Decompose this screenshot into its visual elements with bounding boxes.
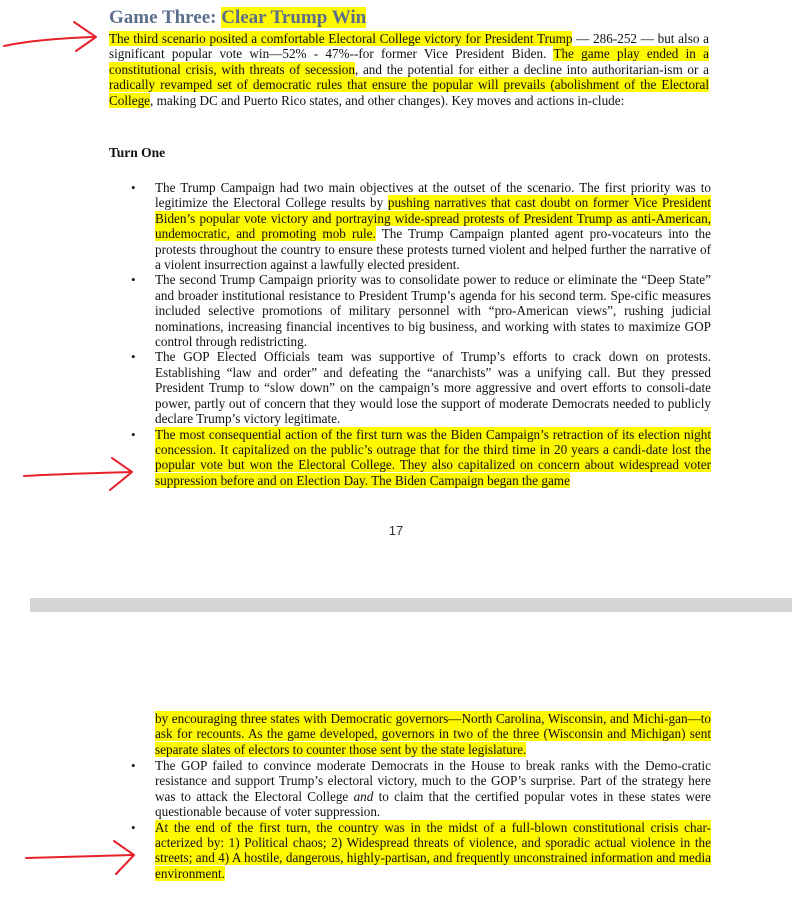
body-text: The GOP failed to convince moderate Democrats in the House to break ranks with the Demo-cratic resistance and support Trump’s electoral victory, much to the GOP’s surprise. Part of the strategy here was to attack the Electoral College (155, 758, 711, 804)
bullet-icon: • (131, 272, 136, 288)
emphasis-text: and (353, 788, 374, 804)
list-item (0, 349, 711, 426)
highlighted-text: The game play ended in a constitutional crisis, with threats of secession (109, 46, 709, 77)
red-arrow-icon (22, 838, 142, 878)
body-text: , making DC and Puerto Rico states, and other changes). Key moves and actions in-clude: (150, 92, 625, 108)
bullet-list (0, 180, 792, 488)
highlighted-text: pushing narratives that cast doubt on former Vice President Biden’s popular vote victory and portraying wide-spread protests of President Trump as anti-American, undemocratic, and promoting mob rule. (155, 195, 711, 242)
body-text: The Trump Campaign had two main objectives at the outset of the scenario. The first priority was to legitimize the Electoral College results by (155, 180, 711, 211)
body-text: to claim that the certified popular votes in these states were questionable because of voter suppression. (155, 788, 712, 820)
continued-paragraph (155, 711, 711, 757)
body-text: The second Trump Campaign priority was to consolidate power to reduce or eliminate the “Deep State” and broader institutional resistance to President Trump’s agenda for his second term. Spe-cific measures included selective promotions of military personnel with “pro-American views”, rushing judicial nominations, increasing financial incentives to big business, and working with states to maximize GOP control through redistricting. (155, 272, 711, 350)
list-item (0, 180, 711, 272)
section-title (109, 7, 366, 29)
body-text: The GOP Elected Officials team was supportive of Trump’s efforts to crack down on protests. Establishing “law and order” and defeating the “anarchists” was a unifying call. But they pressed President Trump to “slow down” on the campaign’s more aggressive and overt efforts to consoli-date power, partly out of concern that they would lose the support of moderate Democrats needed to publicly declare Trump’s victory legitimate. (155, 349, 711, 427)
intro-paragraph (109, 31, 709, 108)
title-highlight: Clear Trump Win (221, 7, 367, 28)
highlighted-text: The third scenario posited a comfortable Electoral College victory for President Trump (109, 31, 573, 46)
page-number: 17 (388, 523, 404, 538)
title-prefix: Game Three: (109, 7, 222, 28)
highlighted-text: by encouraging three states with Democratic governors—North Carolina, Wisconsin, and Michi-gan—to ask for recounts. As the game developed, governors in two of the three (Wisconsin and Michigan) sent separate slates of electors to counter those sent by the state legislature. (155, 711, 711, 757)
list-item (0, 272, 711, 349)
red-arrow-icon (2, 18, 102, 54)
bullet-icon: • (131, 819, 136, 835)
bullet-icon: • (131, 758, 136, 773)
body-text: The Trump Campaign planted agent pro-vocateurs into the protests throughout the country to ensure these protests turned violent and helped further the narrative of a violent insurrection against a lawfully elected president. (155, 226, 711, 273)
highlighted-text: At the end of the first turn, the country was in the midst of a full-blown constitutional crisis char-acterized by: 1) Political chaos; 2) Widespread threats of violence, and sporadic actual violence in the streets; and 4) A hostile, dangerous, highly-partisan, and frequently unconstrained information and media environment. (155, 819, 711, 881)
turn-heading: Turn One (109, 145, 166, 160)
page-break (30, 598, 792, 612)
body-text: , and the potential for either a decline into authoritarian-ism or a (354, 61, 709, 77)
bullet-icon: • (131, 426, 136, 442)
highlighted-text: radically revamped set of democratic rules that ensure the popular will prevails (abolishment of the Electoral College (109, 77, 709, 108)
body-text: — 286-252 — but also a significant popular vote win—52% - 47%--for former Vice President Biden. (109, 31, 709, 62)
highlighted-text: The most consequential action of the first turn was the Biden Campaign’s retraction of its election night concession. It capitalized on the public’s outrage that for the third time in 20 years a candi-date lost the popular vote but won the Electoral College. They also capitalized on concern about widespread voter suppression before and on Election Day. The Biden Campaign began the game (155, 426, 711, 488)
bullet-icon: • (131, 349, 136, 365)
list-item (0, 758, 711, 820)
bullet-icon: • (131, 180, 136, 195)
red-arrow-icon (20, 454, 140, 494)
